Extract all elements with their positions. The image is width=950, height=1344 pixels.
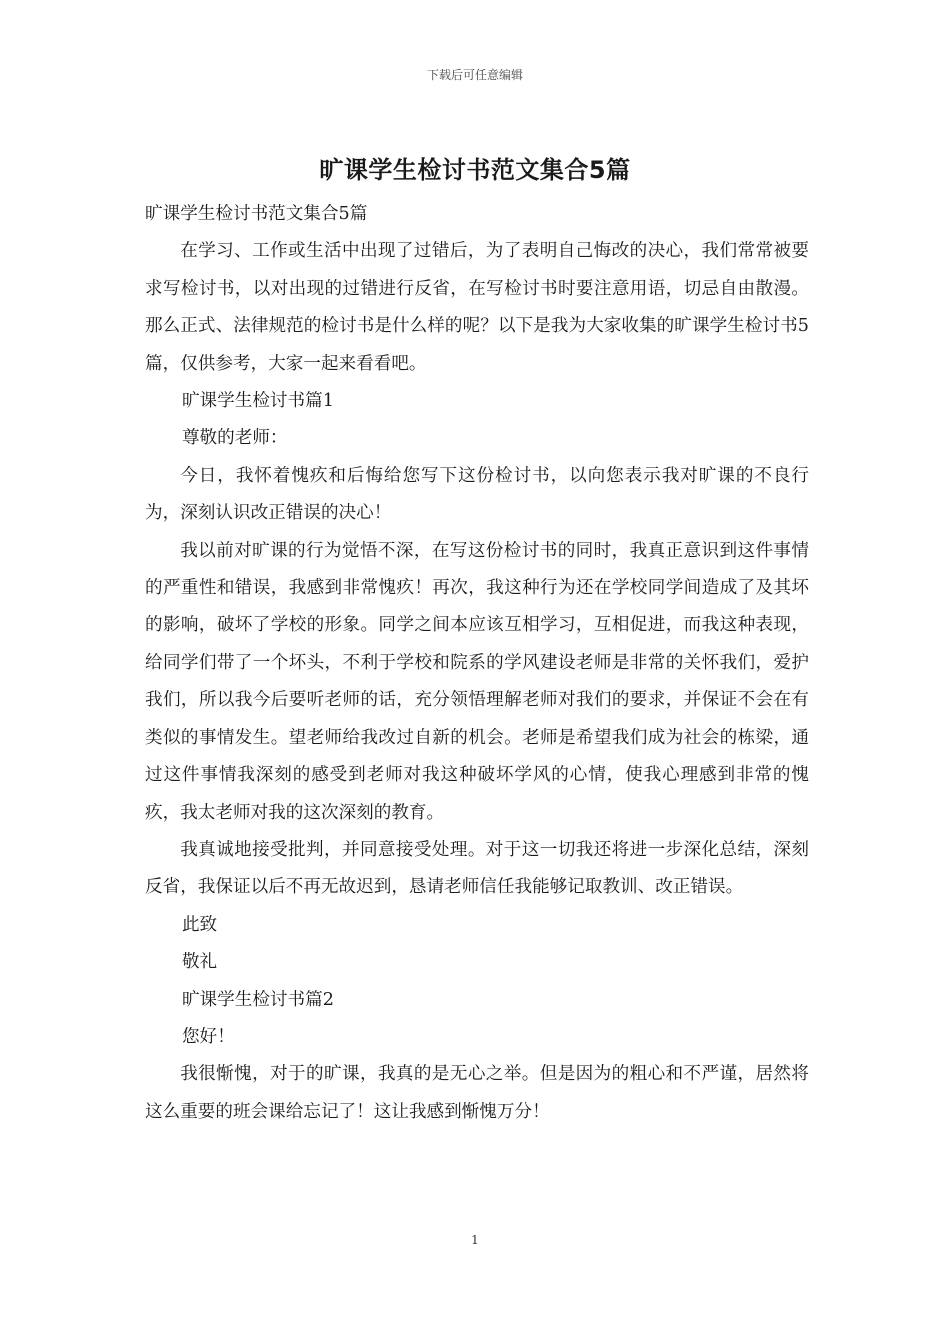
body-paragraph: 我真诚地接受批判，并同意接受处理。对于这一切我还将进一步深化总结，深刻反省，我保证以后不再无故迟到，恳请老师信任我能够记取教训、改正错误。 xyxy=(145,839,809,898)
body-paragraph: 我很惭愧，对于的旷课，我真的是无心之举。但是因为的粗心和不严谨，居然将这么重要的班会课给忘记了！这让我感到惭愧万分！ xyxy=(145,1064,809,1122)
page-header-note: 下载后可任意编辑 xyxy=(426,68,523,82)
document-body xyxy=(145,196,809,1131)
intro-paragraph: 在学习、工作或生活中出现了过错后，为了表明自己悔改的决心，我们常常被要求写检讨书，以对出现的过错进行反省，在写检讨书时要注意用语，切忌自由散漫。那么正式、法律规范的检讨书是什么样的呢？以下是我为大家收集的旷课学生检讨书5篇，仅供参考，大家一起来看看吧。 xyxy=(145,241,809,374)
body-paragraph: 我以前对旷课的行为觉悟不深，在写这份检讨书的同时，我真正意识到这件事情的严重性和错误，我感到非常愧疚！再次，我这种行为还在学校同学间造成了及其坏的影响，破坏了学校的形象。同学之间本应该互相学习，互相促进，而我这种表现，给同学们带了一个坏头，不利于学校和院系的学风建设老师是非常的关怀我们，爱护我们，所以我今后要听老师的话，充分领悟理解老师对我们的要求，并保证不会在有类似的事情发生。望老师给我改过自新的机会。老师是希望我们成为社会的栋梁，通过这件事情我深刻的感受到老师对我这种破坏学风的心情，使我心理感到非常的愧疚，我太老师对我的这次深刻的教育。 xyxy=(145,540,809,823)
salutation: 尊敬的老师： xyxy=(181,428,288,449)
body-paragraph: 今日，我怀着愧疚和后悔给您写下这份检讨书，以向您表示我对旷课的不良行为，深刻认识改正错误的决心！ xyxy=(145,465,809,524)
page-number: 1 xyxy=(471,1233,479,1247)
section-heading-2: 旷课学生检讨书篇2 xyxy=(181,989,334,1010)
section-heading-1: 旷课学生检讨书篇1 xyxy=(181,391,334,412)
subtitle-line: 旷课学生检讨书范文集合5篇 xyxy=(145,204,368,224)
closing-line: 此致 xyxy=(181,914,218,935)
closing-line: 敬礼 xyxy=(181,952,218,973)
greeting: 您好！ xyxy=(181,1026,235,1047)
document-title: 旷课学生检讨书范文集合5篇 xyxy=(319,156,631,184)
